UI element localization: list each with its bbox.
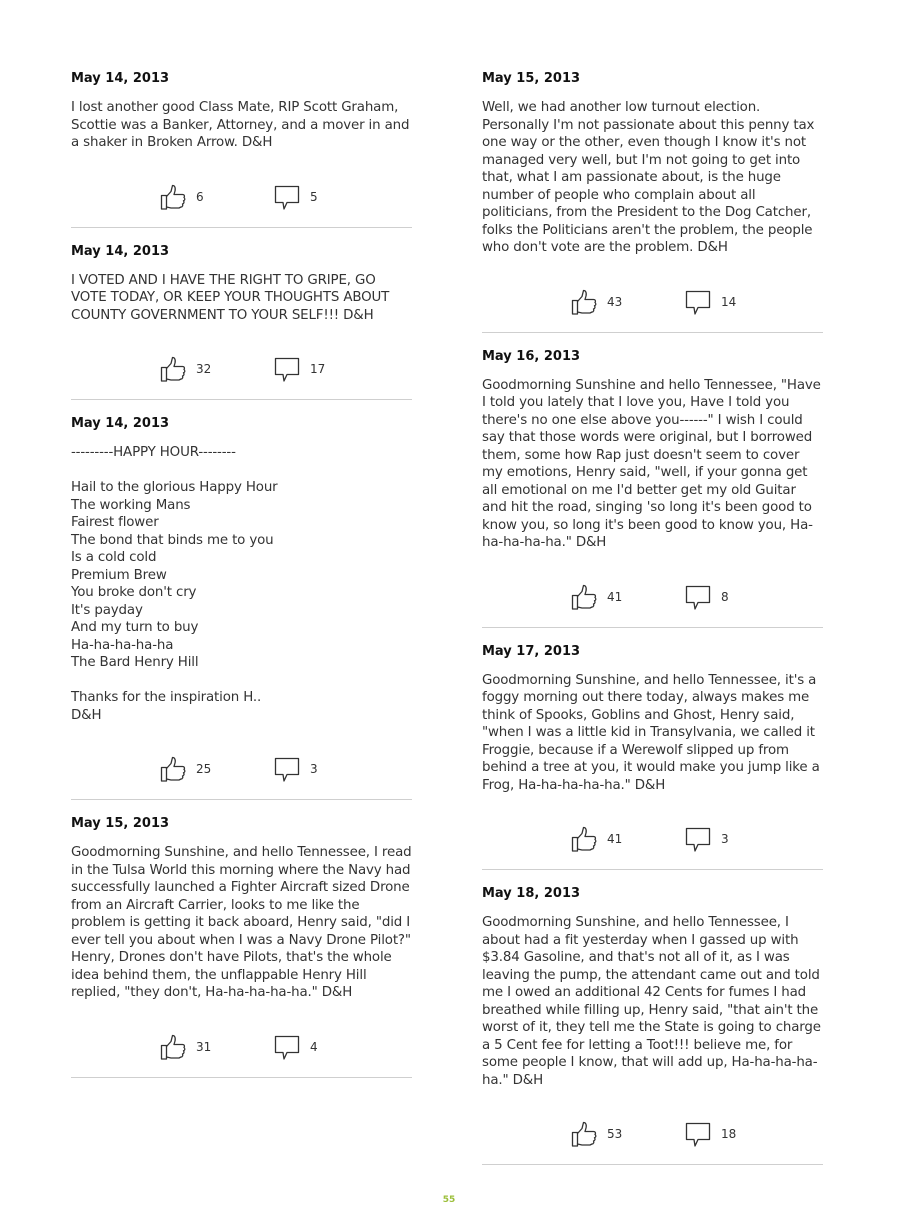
- post-text: I lost another good Class Mate, RIP Scott Graham, Scottie was a Banker, Attorney, and a mover in and a shaker in Broken Arrow. D&H: [71, 100, 410, 150]
- post-stats: [71, 754, 412, 784]
- like-button[interactable]: [159, 754, 211, 784]
- right-column: [482, 71, 823, 1181]
- comment-count: 5: [310, 189, 318, 204]
- comment-button[interactable]: [273, 1032, 318, 1062]
- like-button[interactable]: [570, 582, 622, 612]
- thumbs-up-icon: [570, 1120, 598, 1148]
- post: [482, 886, 823, 1165]
- post-text: Goodmorning Sunshine, and hello Tennessee, I about had a fit yesterday when I gassed up with $3.84 Gasoline, and that's not all of it, as I was leaving the pump, the attendant came out and told me I owed an additional 42 Cents for fumes I had breathed while filling up, Henry said, "that ain't the worst of it, they tell me the State is going to charge a 5 Cent fee for letting a Toot!!! believe me, for some people I know, that will add up, Ha-ha-ha-ha-ha." D&H: [482, 915, 821, 1088]
- page-number: 55: [442, 1195, 456, 1205]
- speech-bubble-icon: [684, 1120, 712, 1148]
- thumbs-up-icon: [159, 355, 187, 383]
- like-button[interactable]: [159, 354, 211, 384]
- post-date: May 18, 2013: [482, 886, 581, 901]
- like-count: 32: [196, 362, 212, 376]
- comment-button[interactable]: [273, 182, 318, 212]
- thumbs-up-icon: [159, 755, 187, 783]
- speech-bubble-icon: [273, 755, 301, 783]
- speech-bubble-icon: [273, 355, 301, 383]
- post-date: May 14, 2013: [71, 416, 170, 431]
- speech-bubble-icon: [273, 1033, 301, 1061]
- post-date: May 14, 2013: [71, 71, 170, 86]
- thumbs-up-icon: [159, 183, 187, 211]
- post-text: Well, we had another low turnout election. Personally I'm not passionate about this penny tax one way or the other, even though I know it's not managed very well, but I'm not going to get into that, what I am passionate about, is the huge number of people who complain about all politicians, from the President to the Dog Catcher, folks the Politicians aren't the problem, the people who don't vote are the problem. D&H: [482, 100, 815, 255]
- post-stats: [482, 1119, 823, 1149]
- comment-count: 8: [721, 589, 729, 604]
- post-stats: [482, 824, 823, 854]
- post-date: May 16, 2013: [482, 348, 581, 364]
- like-button[interactable]: [570, 287, 622, 317]
- post: [482, 71, 823, 333]
- post-stats: [482, 582, 823, 612]
- post-text: Goodmorning Sunshine, and hello Tennessee, I read in the Tulsa World this morning where the Navy had successfully launched a Fighter Aircraft sized Drone from an Aircraft Carrier, looks to me like the problem is getting it back aboard, Henry said, "did I ever tell you about when I was a Navy Drone Pilot?" Henry, Drones don't have Pilots, that's the whole idea behind them, the unflappable Henry Hill replied, "they don't, Ha-ha-ha-ha-ha." D&H: [71, 845, 412, 1000]
- post: [482, 349, 823, 628]
- post-text: I VOTED AND I HAVE THE RIGHT TO GRIPE, GO VOTE TODAY, OR KEEP YOUR THOUGHTS ABOUT COUNTY GOVERNMENT TO YOUR SELF!!! D&H: [71, 272, 390, 323]
- speech-bubble-icon: [684, 825, 712, 853]
- post: [71, 416, 412, 800]
- post-stats: [71, 182, 412, 212]
- speech-bubble-icon: [684, 288, 712, 316]
- like-count: 41: [607, 589, 623, 604]
- post-text: ---------HAPPY HOUR-------- Hail to the glorious Happy Hour The working Mans Fairest flower The bond that binds me to you Is a cold cold Premium Brew You broke don't cry It's payday And my turn to buy Ha-ha-ha-ha-ha The Bard Henry Hill Thanks for the inspiration H.. D&H: [71, 445, 278, 723]
- like-button[interactable]: [570, 1119, 622, 1149]
- comment-count: 17: [310, 362, 326, 376]
- like-count: 31: [196, 1039, 212, 1054]
- like-count: 6: [196, 189, 204, 204]
- like-button[interactable]: [570, 824, 622, 854]
- thumbs-up-icon: [570, 825, 598, 853]
- post-stats: [71, 1032, 412, 1062]
- post-date: May 15, 2013: [71, 816, 170, 831]
- post: [71, 816, 412, 1078]
- post-text: Goodmorning Sunshine, and hello Tennessee, it's a foggy morning out there today, always makes me think of Spooks, Goblins and Ghost, Henry said, "when I was a little kid in Transylvania, we called it Froggie, because if a Werewolf slipped up from behind a tree at you, it would make you jump like a Frog, Ha-ha-ha-ha-ha." D&H: [482, 672, 820, 793]
- post-stats: [482, 287, 823, 317]
- post-date: May 14, 2013: [71, 243, 170, 259]
- post: [71, 71, 412, 228]
- comment-count: 4: [310, 1039, 318, 1054]
- comment-count: 14: [721, 294, 737, 309]
- like-button[interactable]: [159, 182, 204, 212]
- like-count: 41: [607, 832, 623, 846]
- post-date: May 15, 2013: [482, 71, 581, 86]
- post: [482, 644, 823, 871]
- left-column: [71, 71, 412, 1094]
- like-count: 25: [196, 762, 212, 776]
- post: [71, 244, 412, 401]
- like-button[interactable]: [159, 1032, 211, 1062]
- thumbs-up-icon: [570, 288, 598, 316]
- comment-button[interactable]: [684, 287, 736, 317]
- like-count: 43: [607, 294, 623, 309]
- thumbs-up-icon: [570, 583, 598, 611]
- comment-count: 3: [721, 832, 729, 846]
- thumbs-up-icon: [159, 1033, 187, 1061]
- post-text: Goodmorning Sunshine and hello Tennessee, "Have I told you lately that I love you, Have I told you there's no one else above you------" I wish I could say that those words were original, but I borrowed them, some how Rap just doesn't seem to cover my emotions, Henry said, "well, if your gonna get all emotional on me I'd better get my old Guitar and hit the road, singing 'so long it's been good to know you, so long it's been good to know you, Ha-ha-ha-ha-ha." D&H: [482, 377, 821, 550]
- comment-button[interactable]: [684, 582, 729, 612]
- comment-button[interactable]: [273, 354, 325, 384]
- speech-bubble-icon: [273, 183, 301, 211]
- comment-button[interactable]: [684, 1119, 736, 1149]
- post-date: May 17, 2013: [482, 643, 581, 659]
- like-count: 53: [607, 1127, 623, 1141]
- comment-button[interactable]: [273, 754, 318, 784]
- post-stats: [71, 354, 412, 384]
- comment-count: 18: [721, 1127, 737, 1141]
- speech-bubble-icon: [684, 583, 712, 611]
- comment-count: 3: [310, 762, 318, 776]
- comment-button[interactable]: [684, 824, 729, 854]
